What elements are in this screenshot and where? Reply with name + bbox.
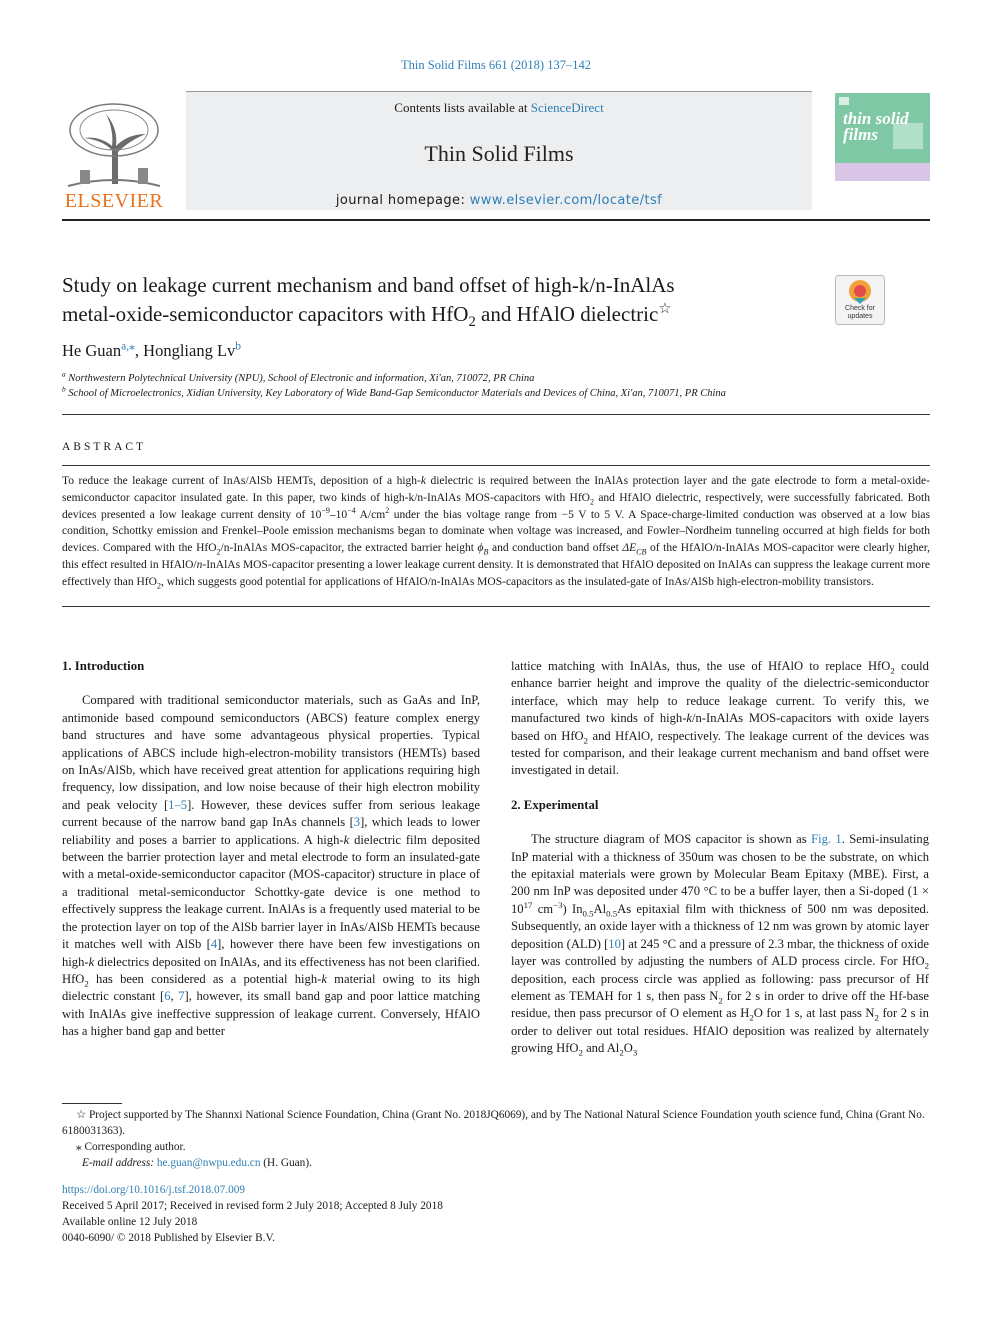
abstract-top-rule (62, 465, 930, 466)
experimental-heading: 2. Experimental (511, 797, 599, 812)
elsevier-wordmark: ELSEVIER (64, 190, 164, 212)
intro-paragraph-cont: lattice matching with InAlAs, thus, the use of HfAlO to replace HfO$_2$ could enhance barrier height and improve the quality of the dielectric-semiconductor interface, which may help to reduce leakage current. To verify this, we manufactured two kinds of high-k/n-InAlAs MOS-capacitors with oxide layers based on HfO$_2$ and HfAlO, respectively. The leakage current of the devices was tested for comparison, and their leakage current mechanism and band offset were investigated in detail. (511, 659, 930, 778)
title-line-2: metal-oxide-semiconductor capacitors with HfO (62, 302, 469, 326)
received-line: Received 5 April 2017; Received in revised form 2 July 2018; Accepted 8 July 2018 (62, 1200, 443, 1212)
email-label: E-mail address: (82, 1157, 155, 1169)
footnote-email (82, 1155, 950, 1171)
homepage-link[interactable]: www.elsevier.com/locate/tsf (469, 193, 663, 208)
elsevier-logo (62, 100, 166, 212)
title-footnote-star[interactable]: ☆ (658, 301, 672, 317)
doi-link[interactable]: https://doi.org/10.1016/j.tsf.2018.07.009 (62, 1184, 246, 1196)
intro-heading: 1. Introduction (62, 659, 145, 673)
journal-citation[interactable]: Thin Solid Films 661 (2018) 137–142 (401, 58, 591, 72)
check-for-updates-button[interactable] (835, 275, 885, 325)
aff-b-label: b (62, 384, 66, 394)
left-column (62, 658, 480, 1041)
cover-title: thin solid films (843, 109, 909, 144)
corresponding-text: Corresponding author. (84, 1141, 186, 1153)
journal-title: Thin Solid Films (424, 141, 574, 166)
check-updates-label: Check for updates (845, 305, 875, 320)
ref-1-5[interactable]: 1–5 (168, 797, 188, 812)
abstract-bottom-rule (62, 606, 930, 607)
footnote-project-text: Project supported by The Shannxi National Science Foundation, China (Grant No. 2018JQ6069), and by The National Natural Science Foundation youth science fund, China (Grant No. 6180031363). (62, 1109, 925, 1137)
experimental-paragraph: The structure diagram of MOS capacitor is shown as Fig. 1. Semi-insulating InP material with a thickness of 350um was chosen to be the substrate, on which the epitaxial materials were grown by Molecular Beam Epitaxy (MBE). First, a 200 nm InP was deposited under 470 °C to be a buffer layer, then a Si-doped ($1 \times 10^{17}$ $cm^{-3}$) $In_{0.5}Al_{0.5}As$ epitaxial film with thickness of 500 nm was deposited. Subsequently, an oxide layer with a thickness of 12 nm was grown by atomic layer deposition (ALD) [10] at 245 °C and a pressure of 2.3 mbar, the thickness of oxide layer was controlled by adjusting the numbers of ALD process circle. For HfO$_2$ deposition, each process circle was applied as following: pass precursor of Hf element as TEMAH for 1 s, then pass $N_2$ for 2 s in order to drive off the Hf-base residue, then pass precursor of O element as $H_2O$ for 1 s, at last pass $N_2$ for 2 s in order to deliver out total residues. HfAlO deposition was realized by alternately growing HfO$_2$ and $Al_2O_3$ (511, 832, 929, 1058)
author-list (62, 341, 241, 361)
ref-3[interactable]: 3 (353, 815, 361, 830)
contents-prefix: Contents lists available at (394, 100, 531, 115)
footnote-star: ☆ (76, 1109, 87, 1121)
ref-4[interactable]: 4 (210, 937, 218, 952)
journal-cover[interactable] (835, 93, 930, 210)
author-hongliang-lv[interactable]: Hongliang Lv (143, 341, 236, 360)
homepage-prefix: journal homepage: (335, 193, 470, 208)
header-bottom-rule (62, 219, 930, 221)
author2-affiliation-mark[interactable]: b (235, 340, 242, 353)
title-line-1: Study on leakage current mechanism and band offset of high-k/n-InAlAs (62, 273, 675, 297)
intro-paragraph: Compared with traditional semiconductor materials, such as GaAs and InP, antimonide based compound semiconductors (ABCS) feature complex energy band structures and have some advantageous physical properties. Typical applications of ABCS include high-electron-mobility transistors (HEMTs) based on InAs/AlSb, which have received great attention for applications requiring high frequency, low dissipation, and low noise because of their high electron mobility and peak velocity [1–5]. However, these devices suffer from serious leakage current because of the narrow band gap InAs channels [3], which leads to lower reliability and poses a barrier to applications. A high-k dielectric film deposited between the barrier protection layer and metal electrode to form an insulated-gate with a metal-oxide-semiconductor capacitor (MOS-capacitor) structure in place of a traditional metal-semiconductor Schottky-gate device is one method to effectively suppress the leakage current. InAlAs is a frequently used material to be the protection layer on top of the AlSb barrier layer in InAs/AlSb HEMTs because it matches well with AlSb [4], however there have been few investigations on high-k dielectrics deposited on InAlAs, and its effectiveness has not been clarified. HfO$_2$ has been considered as a potential high-k material owing to its high dielectric constant [6, 7], however, its small band gap and poor lattice matching with InAlAs give ineffective suppression of leakage current. Conversely, HfAlO has a higher band gap and better (62, 693, 481, 1039)
email-link[interactable]: he.guan@nwpu.edu.cn (156, 1157, 261, 1169)
copyright-line: 0040-6090/ © 2018 Published by Elsevier B.V. (62, 1232, 275, 1244)
footnote-rule (62, 1103, 122, 1104)
aff-a-label: a (62, 369, 66, 379)
email-name: (H. Guan). (260, 1157, 312, 1169)
footnote-corresponding: ⁎ Corresponding author. (76, 1141, 186, 1153)
check-updates-icon (836, 276, 884, 306)
sciencedirect-link[interactable]: ScienceDirect (530, 100, 604, 115)
ref-10[interactable]: 10 (608, 936, 621, 951)
abstract-heading: ABSTRACT (62, 441, 147, 453)
title-subscript: 2 (468, 314, 476, 331)
aff-b-text: School of Microelectronics, Xidian University, Key Laboratory of Wide Band-Gap Semiconductor Materials and Devices of China, Xi'an, 710071, PR China (68, 388, 726, 399)
affiliation-rule (62, 414, 930, 415)
journal-homepage (186, 193, 812, 208)
author-he-guan[interactable]: He Guan (62, 341, 122, 360)
title-line-2-end: and HfAlO dielectric (475, 302, 659, 326)
affiliation-a (62, 369, 535, 384)
footnote-project (62, 1107, 930, 1139)
right-column (511, 658, 929, 1058)
author1-affiliation-mark[interactable]: a,⁎ (121, 340, 135, 353)
fig-1-link[interactable]: Fig. 1 (811, 832, 842, 847)
author-separator: , (134, 341, 144, 360)
available-line: Available online 12 July 2018 (62, 1216, 198, 1228)
doi-line (62, 1182, 930, 1198)
contents-available (186, 100, 812, 116)
article-title (62, 271, 822, 329)
ref-6[interactable]: 6 (164, 989, 171, 1004)
affiliation-b (62, 384, 726, 399)
aff-a-text: Northwestern Polytechnical University (NPU), School of Electronic and information, Xi'an, 710072, PR China (68, 373, 535, 384)
ref-7[interactable]: 7 (178, 989, 185, 1004)
abstract-text: To reduce the leakage current of InAs/AlSb HEMTs, deposition of a high-k dielectric is required between the InAlAs protection layer and the gate electrode to form a metal-oxide-semiconductor capacitor insulated gate. In this paper, two kinds of high-k/n-InAlAs MOS-capacitors with HfO$_2$ and HfAlO dielectric, respectively, were successfully fabricated. Both devices presented a low leakage current density of $10^{-9}-10^{-4}$ $A/cm^2$ under the bias voltage range from −5 V to 5 V. A Space-charge-limited conduction was observed at a low bias condition, Schottky emission and Frenkel–Poole emission mechanisms began to dominate when voltage was increased, and Fowler–Nordheim tunneling occurred at high fields for both devices. Compared with the HfO$_2$/n-InAlAs MOS-capacitor, the extracted barrier height $\phi_B$ and conduction band offset $\Delta E_{CB}$ of the HfAlO/n-InAlAs MOS-capacitor were clearly higher, this effect resulted in HfAlO/n-InAlAs MOS-capacitor presenting a lower leakage current density. It is demonstrated that HfAlO deposited on InAlAs can suppress the leakage current more effectively than HfO$_2$, which suggests good potential for applications of HfAlO/n-InAlAs MOS-capacitors as the insulated-gate of InAs/AlSb high-electron-mobility transistors. (62, 475, 931, 591)
